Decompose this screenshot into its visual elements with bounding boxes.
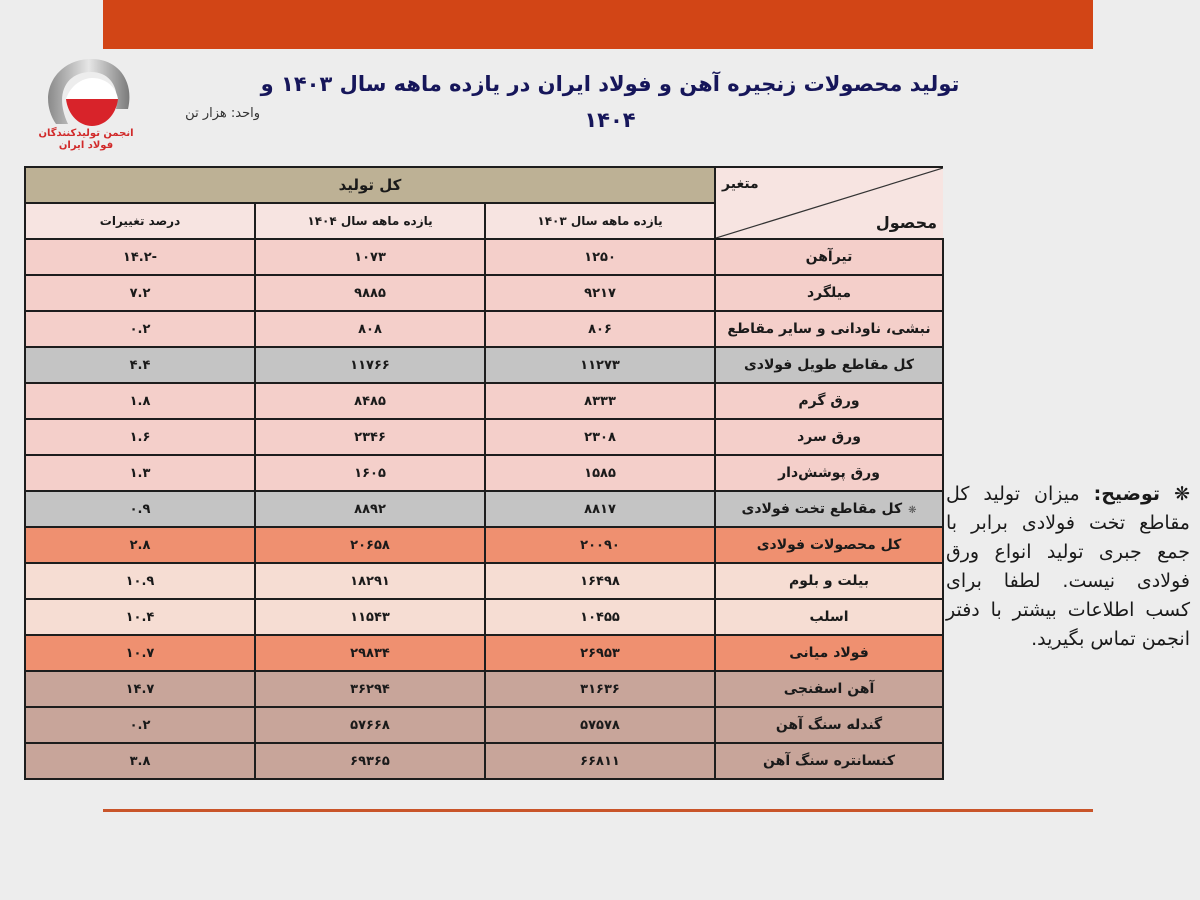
table-row [25, 419, 943, 455]
value-1403-cell [485, 527, 715, 563]
logo-text-line2: فولاد ایران [58, 140, 114, 151]
corner-header-cell [715, 167, 943, 239]
production-table [24, 166, 944, 780]
logo-text [30, 128, 142, 152]
table-row [25, 563, 943, 599]
value-1404-text: ۶۹۳۶۵ [350, 753, 390, 769]
value-1404-text: ۲۰۶۵۸ [350, 537, 390, 553]
value-1403-cell [485, 419, 715, 455]
value-1403-text: ۱۰۴۵۵ [580, 609, 620, 625]
change-percent-cell [25, 635, 255, 671]
table-row [25, 347, 943, 383]
note-text: میزان تولید کل مقاطع تخت فولادی برابر با جمع جبری تولید انواع ورق فولادی نیست. لطفا برای کسب اطلاعات بیشتر با دفتر انجمن تماس بگیرید. [946, 483, 1190, 650]
product-cell [715, 671, 943, 707]
product-cell [715, 239, 943, 275]
value-1404-cell [255, 743, 485, 779]
change-percent-text: ۱.۶ [129, 429, 151, 445]
value-1404-cell [255, 419, 485, 455]
change-percent-cell [25, 527, 255, 563]
value-1403-cell [485, 239, 715, 275]
product-text: فولاد میانی [789, 645, 869, 661]
value-1404-cell [255, 635, 485, 671]
change-percent-cell [25, 419, 255, 455]
value-1404-cell [255, 563, 485, 599]
value-1403-text: ۸۰۶ [588, 321, 612, 337]
change-percent-cell [25, 599, 255, 635]
product-text: گندله سنگ آهن [775, 717, 883, 733]
value-1404-cell [255, 599, 485, 635]
change-percent-cell [25, 563, 255, 599]
product-text: ورق پوشش‌دار [778, 465, 880, 481]
unit-label: واحد: هزار تن [185, 106, 260, 121]
change-percent-text: ۱۰.۹ [125, 573, 155, 589]
change-percent-text: ۷.۲ [129, 285, 151, 301]
value-1404-cell [255, 491, 485, 527]
change-percent-cell [25, 455, 255, 491]
value-1404-text: ۱۱۵۴۳ [350, 609, 390, 625]
value-1403-text: ۱۵۸۵ [584, 465, 616, 481]
value-1404-cell [255, 311, 485, 347]
value-1404-text: ۵۷۶۶۸ [350, 717, 390, 733]
product-text: نبشی، ناودانی و سایر مقاطع [727, 321, 931, 337]
change-percent-text: ۱۰.۷ [125, 645, 155, 661]
value-1403-text: ۲۰۰۹۰ [580, 537, 620, 553]
value-1403-text: ۵۷۵۷۸ [580, 717, 620, 733]
product-cell [715, 383, 943, 419]
product-text: کل محصولات فولادی [756, 537, 902, 553]
value-1404-cell [255, 275, 485, 311]
product-cell [715, 419, 943, 455]
value-1404-cell [255, 455, 485, 491]
value-1404-cell [255, 707, 485, 743]
table-row [25, 743, 943, 779]
column-header-1404: یازده ماهه سال ۱۴۰۴ [255, 203, 485, 239]
value-1404-text: ۸۸۹۲ [354, 501, 386, 517]
table-row [25, 527, 943, 563]
change-percent-text: ۰.۹ [129, 501, 151, 517]
value-1403-cell [485, 311, 715, 347]
change-percent-cell [25, 383, 255, 419]
value-1403-text: ۹۲۱۷ [584, 285, 616, 301]
change-percent-text: -۱۴.۲ [122, 249, 158, 265]
value-1403-text: ۲۶۹۵۳ [580, 645, 620, 661]
product-text: تیرآهن [805, 249, 853, 265]
value-1403-cell [485, 743, 715, 779]
page-title: تولید محصولات زنجیره آهن و فولاد ایران در یازده ماهه سال ۱۴۰۳ و ۱۴۰۴ [260, 72, 960, 132]
change-percent-text: ۱.۸ [129, 393, 151, 409]
value-1403-text: ۱۶۴۹۸ [580, 573, 620, 589]
product-text: کل مقاطع طویل فولادی [743, 357, 915, 373]
table-row [25, 455, 943, 491]
value-1404-text: ۹۸۸۵ [354, 285, 386, 301]
change-percent-text: ۱.۳ [129, 465, 151, 481]
total-production-header: کل تولید [25, 167, 715, 203]
change-percent-cell [25, 311, 255, 347]
product-cell [715, 311, 943, 347]
change-percent-text: ۰.۲ [129, 321, 151, 337]
product-cell [715, 275, 943, 311]
value-1404-text: ۲۳۴۶ [354, 429, 386, 445]
corner-product-label: محصول [875, 213, 938, 232]
table-row [25, 275, 943, 311]
product-cell [715, 491, 943, 527]
table-row [25, 311, 943, 347]
value-1403-cell [485, 455, 715, 491]
change-percent-cell [25, 239, 255, 275]
change-percent-cell [25, 491, 255, 527]
explanation-note [946, 480, 1190, 654]
table-row [25, 239, 943, 275]
change-percent-cell [25, 743, 255, 779]
top-banner-bar [103, 0, 1093, 49]
product-text: میلگرد [806, 285, 852, 301]
change-percent-cell [25, 671, 255, 707]
table-row [25, 491, 943, 527]
value-1403-text: ۱۲۵۰ [584, 249, 616, 265]
value-1404-text: ۱۱۷۶۶ [350, 357, 390, 373]
corner-variable-label: متغیر [722, 176, 759, 192]
value-1404-cell [255, 347, 485, 383]
note-star-icon: ❋ [1174, 483, 1190, 505]
logo-icon [36, 54, 136, 134]
table-row [25, 383, 943, 419]
product-cell [715, 527, 943, 563]
product-cell [715, 707, 943, 743]
value-1404-text: ۸۰۸ [358, 321, 382, 337]
change-percent-text: ۱۴.۷ [125, 681, 155, 697]
value-1403-text: ۱۱۲۷۳ [580, 357, 620, 373]
value-1404-text: ۲۹۸۳۴ [350, 645, 390, 661]
product-text: بیلت و بلوم [789, 573, 869, 589]
product-text: اسلب [809, 609, 849, 625]
product-cell [715, 635, 943, 671]
value-1404-text: ۳۶۲۹۴ [350, 681, 390, 697]
value-1403-cell [485, 347, 715, 383]
table-row [25, 707, 943, 743]
value-1403-cell [485, 491, 715, 527]
column-header-change: درصد تغییرات [25, 203, 255, 239]
value-1403-text: ۸۳۳۳ [584, 393, 616, 409]
value-1403-text: ۲۳۰۸ [584, 429, 616, 445]
value-1404-cell [255, 671, 485, 707]
value-1404-cell [255, 383, 485, 419]
change-percent-text: ۳.۸ [129, 753, 151, 769]
value-1404-text: ۱۰۷۳ [354, 249, 386, 265]
product-cell [715, 599, 943, 635]
product-cell [715, 347, 943, 383]
value-1403-text: ۸۸۱۷ [584, 501, 616, 517]
value-1403-text: ۶۶۸۱۱ [580, 753, 620, 769]
table-body [25, 239, 943, 779]
table-row [25, 599, 943, 635]
change-percent-cell [25, 275, 255, 311]
product-cell [715, 743, 943, 779]
product-cell [715, 455, 943, 491]
change-percent-text: ۲.۸ [129, 537, 151, 553]
product-cell [715, 563, 943, 599]
value-1403-cell [485, 635, 715, 671]
table-row [25, 671, 943, 707]
change-percent-text: ۱۰.۴ [125, 609, 155, 625]
product-text: ورق گرم [798, 393, 860, 409]
product-text: آهن اسفنجی [783, 681, 875, 697]
note-label: توضیح: [1093, 483, 1161, 505]
value-1404-text: ۸۴۸۵ [354, 393, 386, 409]
table-row [25, 635, 943, 671]
change-percent-cell [25, 707, 255, 743]
value-1403-cell [485, 671, 715, 707]
value-1403-text: ۳۱۶۳۶ [580, 681, 620, 697]
asterisk-icon: ❋ [908, 505, 917, 516]
value-1403-cell [485, 275, 715, 311]
column-header-1403: یازده ماهه سال ۱۴۰۳ [485, 203, 715, 239]
production-table-container [24, 166, 942, 780]
logo-text-line1: انجمن تولیدکنندگان [38, 128, 134, 139]
change-percent-cell [25, 347, 255, 383]
value-1404-cell [255, 527, 485, 563]
value-1403-cell [485, 707, 715, 743]
product-text: کل مقاطع تخت فولادی [741, 501, 903, 517]
value-1403-cell [485, 599, 715, 635]
value-1404-cell [255, 239, 485, 275]
product-text: کنسانتره سنگ آهن [763, 753, 895, 769]
change-percent-text: ۰.۲ [129, 717, 151, 733]
value-1403-cell [485, 563, 715, 599]
bottom-divider [103, 809, 1093, 812]
value-1403-cell [485, 383, 715, 419]
product-text: ورق سرد [797, 429, 861, 445]
change-percent-text: ۴.۴ [129, 357, 151, 373]
value-1404-text: ۱۸۲۹۱ [350, 573, 390, 589]
value-1404-text: ۱۶۰۵ [354, 465, 386, 481]
